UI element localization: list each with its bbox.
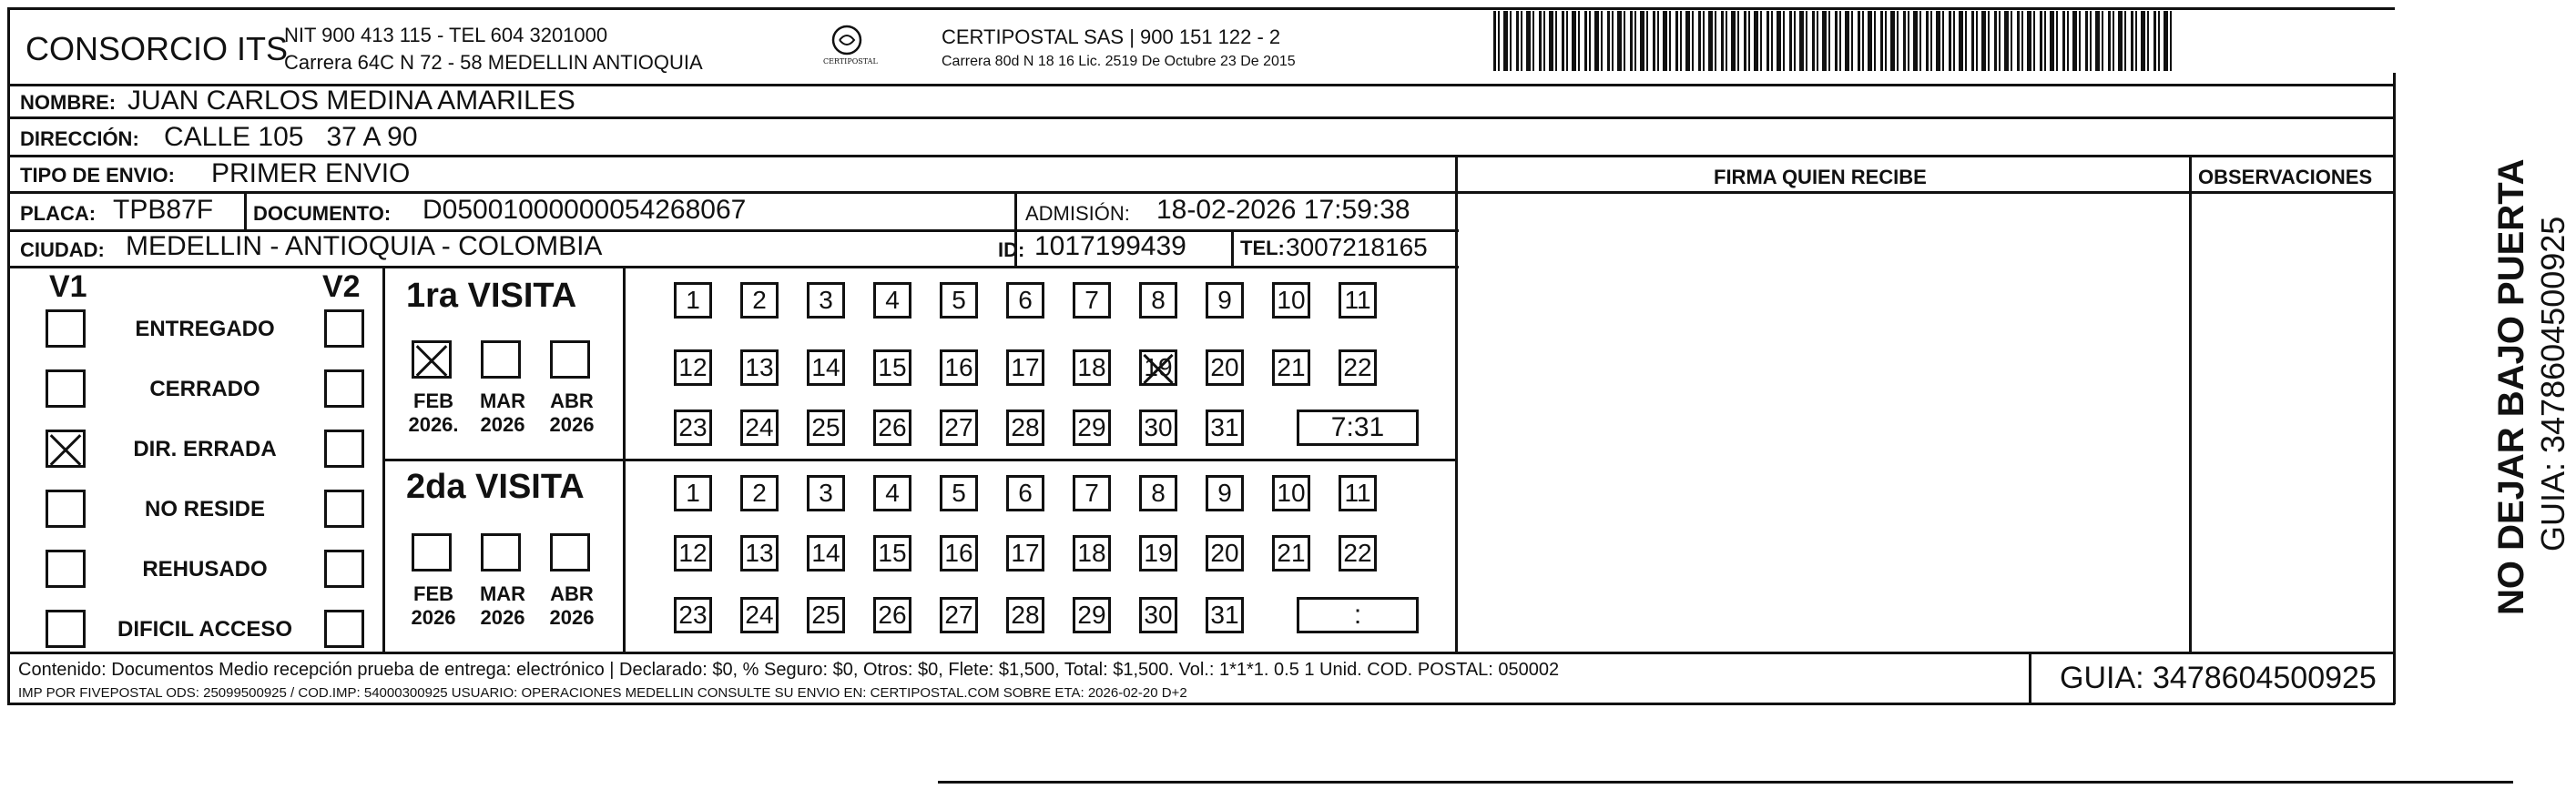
id-value: 1017199439	[1034, 231, 1186, 261]
first-month-label: MAR	[479, 389, 526, 412]
second-day-box[interactable]: 8	[1139, 475, 1177, 511]
v1-checkbox[interactable]	[46, 369, 86, 408]
v2-checkbox[interactable]	[324, 550, 364, 588]
second-day-box[interactable]: 4	[873, 475, 911, 511]
second-month-label: ABR	[550, 582, 594, 605]
first-year-label: 2026	[549, 413, 595, 436]
first-day-box[interactable]: 4	[873, 282, 911, 319]
second-day-box[interactable]: 15	[873, 535, 911, 571]
second-month-label: FEB	[413, 582, 453, 605]
first-day-box[interactable]: 11	[1339, 282, 1377, 319]
second-year-label: 2026	[411, 606, 456, 629]
first-day-box[interactable]: 27	[940, 410, 978, 446]
v1-checkbox[interactable]	[46, 430, 86, 468]
first-day-box[interactable]: 12	[674, 349, 712, 386]
first-month-label: FEB	[413, 389, 453, 412]
rule-nombre	[7, 116, 2395, 119]
cut-line	[938, 781, 2513, 784]
v2-checkbox[interactable]	[324, 369, 364, 408]
second-day-box[interactable]: 25	[807, 597, 845, 633]
visit-separator	[382, 459, 1457, 461]
logo-text: CERTIPOSTAL	[823, 57, 878, 66]
first-day-box[interactable]: 30	[1139, 410, 1177, 446]
status-label: ENTREGADO	[135, 317, 275, 341]
first-day-box[interactable]: 31	[1206, 410, 1244, 446]
second-day-box[interactable]: 29	[1073, 597, 1111, 633]
rule-tipo	[7, 191, 2395, 194]
rule-footer	[7, 652, 2395, 654]
second-day-box[interactable]: 9	[1206, 475, 1244, 511]
second-month-label: MAR	[479, 582, 526, 605]
first-year-label: 2026	[480, 413, 525, 436]
placa-value: TPB87F	[113, 195, 214, 225]
second-day-box[interactable]: 7	[1073, 475, 1111, 511]
v1-label: V1	[49, 269, 87, 304]
second-day-box[interactable]: 16	[940, 535, 978, 571]
second-day-box[interactable]: 5	[940, 475, 978, 511]
first-day-box[interactable]: 3	[807, 282, 845, 319]
admision-value: 18-02-2026 17:59:38	[1156, 195, 1410, 225]
second-day-box[interactable]: 11	[1339, 475, 1377, 511]
imp-line: IMP POR FIVEPOSTAL ODS: 25099500925 / COD.IMP: 54000300925 USUARIO: OPERACIONES MEDELLIN CONSULTE SU ENVIO EN: CERTIPOSTAL.COM SOBRE ETA: 2026-02-20 D+2	[18, 685, 1187, 701]
second-day-box[interactable]: 21	[1272, 535, 1310, 571]
v2-checkbox[interactable]	[324, 430, 364, 468]
second-day-box[interactable]: 23	[674, 597, 712, 633]
direccion-value: CALLE 105 37 A 90	[164, 122, 418, 152]
placa-label: PLACA:	[20, 202, 97, 225]
second-day-box[interactable]: 13	[740, 535, 779, 571]
second-day-box[interactable]: 10	[1272, 475, 1310, 511]
col-firma-left	[1455, 155, 1458, 653]
footer-guia: GUIA: 3478604500925	[2060, 661, 2377, 695]
v2-checkbox[interactable]	[324, 309, 364, 348]
v1-checkbox[interactable]	[46, 309, 86, 348]
v1-checkbox[interactable]	[46, 610, 86, 648]
first-day-box[interactable]: 24	[740, 410, 779, 446]
v1-checkbox[interactable]	[46, 550, 86, 588]
first-day-box[interactable]: 23	[674, 410, 712, 446]
first-day-box[interactable]: 22	[1339, 349, 1377, 386]
second-day-box[interactable]: 19	[1139, 535, 1177, 571]
second-day-box[interactable]: 27	[940, 597, 978, 633]
certipostal-logo	[820, 22, 878, 73]
second-day-box[interactable]: 30	[1139, 597, 1177, 633]
first-day-box[interactable]: 10	[1272, 282, 1310, 319]
contenido-line: Contenido: Documentos Medio recepción prueba de entrega: electrónico | Declarado: $0, % Seguro: $0, Otros: $0, Flete: $1,500, Total: $1,500. Vol.: 1*1*1. 0.5 1 Unid. COD. POSTAL: 050002	[18, 660, 1560, 680]
tipo-value: PRIMER ENVIO	[211, 158, 411, 188]
second-day-box[interactable]: 14	[807, 535, 845, 571]
second-month-checkbox[interactable]	[481, 533, 521, 571]
observaciones-header: OBSERVACIONES	[2198, 166, 2373, 188]
first-day-box[interactable]: 17	[1006, 349, 1044, 386]
v2-checkbox[interactable]	[324, 610, 364, 648]
side-guia: GUIA: 3478604500925	[2534, 216, 2571, 551]
first-visit-title: 1ra VISITA	[406, 277, 577, 315]
first-day-box[interactable]: 16	[940, 349, 978, 386]
first-day-box[interactable]: 5	[940, 282, 978, 319]
second-day-box[interactable]: 28	[1006, 597, 1044, 633]
second-day-box[interactable]: 1	[674, 475, 712, 511]
col-obs-left	[2189, 155, 2192, 653]
status-label: DIR. ERRADA	[133, 437, 277, 461]
status-label: CERRADO	[149, 377, 260, 401]
barcode	[1493, 11, 2176, 71]
first-time-box[interactable]: 7:31	[1297, 410, 1419, 446]
v1-checkbox[interactable]	[46, 490, 86, 528]
nombre-value: JUAN CARLOS MEDINA AMARILES	[127, 86, 575, 116]
direccion-label: DIRECCIÓN:	[20, 127, 139, 150]
company-address: Carrera 64C N 72 - 58 MEDELLIN ANTIOQUIA	[284, 51, 703, 74]
company-nit: NIT 900 413 115 - TEL 604 3201000	[284, 24, 608, 46]
rule-direccion	[7, 155, 2395, 157]
first-month-checkbox[interactable]	[412, 340, 452, 379]
first-month-label: ABR	[550, 389, 594, 412]
tel-label: TEL:	[1240, 237, 1285, 259]
side-warning: NO DEJAR BAJO PUERTA	[2491, 158, 2531, 615]
first-month-checkbox[interactable]	[481, 340, 521, 379]
frame-left	[7, 7, 10, 704]
first-day-box[interactable]: 29	[1073, 410, 1111, 446]
v2-checkbox[interactable]	[324, 490, 364, 528]
status-label: DIFICIL ACCESO	[117, 617, 292, 642]
tipo-label: TIPO DE ENVIO:	[20, 164, 175, 187]
first-day-box[interactable]: 25	[807, 410, 845, 446]
second-day-box[interactable]: 24	[740, 597, 779, 633]
first-day-box[interactable]: 9	[1206, 282, 1244, 319]
first-day-box[interactable]: 13	[740, 349, 779, 386]
second-day-box[interactable]: 26	[873, 597, 911, 633]
second-day-box[interactable]: 22	[1339, 535, 1377, 571]
second-day-box[interactable]: 31	[1206, 597, 1244, 633]
status-label: REHUSADO	[142, 557, 268, 582]
rule-ciudad	[7, 266, 1459, 268]
nombre-label: NOMBRE:	[20, 91, 117, 114]
ciudad-value: MEDELLIN - ANTIOQUIA - COLOMBIA	[126, 231, 603, 261]
first-day-box[interactable]: 19	[1139, 349, 1177, 386]
second-day-box[interactable]: 2	[740, 475, 779, 511]
first-day-box[interactable]: 28	[1006, 410, 1044, 446]
second-day-box[interactable]: 6	[1006, 475, 1044, 511]
admision-label: ADMISIÓN:	[1025, 202, 1130, 225]
first-day-box[interactable]: 18	[1073, 349, 1111, 386]
second-month-checkbox[interactable]	[550, 533, 590, 571]
company-name: CONSORCIO ITS	[25, 30, 289, 67]
tel-value: 3007218165	[1286, 233, 1428, 261]
first-day-box[interactable]: 2	[740, 282, 779, 319]
second-time-box[interactable]: :	[1297, 597, 1419, 633]
first-month-checkbox[interactable]	[550, 340, 590, 379]
frame-right	[2393, 73, 2396, 704]
status-label: NO RESIDE	[144, 497, 266, 521]
id-label: ID:	[998, 238, 1025, 261]
col-footer-guia	[2029, 652, 2031, 704]
second-month-checkbox[interactable]	[412, 533, 452, 571]
first-day-box[interactable]: 26	[873, 410, 911, 446]
first-day-box[interactable]: 14	[807, 349, 845, 386]
placa-divider	[244, 193, 247, 229]
documento-label: DOCUMENTO:	[253, 202, 392, 225]
second-year-label: 2026	[549, 606, 595, 629]
first-day-box[interactable]: 21	[1272, 349, 1310, 386]
certipostal-license: Carrera 80d N 18 16 Lic. 2519 De Octubre 23 De 2015	[942, 54, 1296, 69]
first-day-box[interactable]: 6	[1006, 282, 1044, 319]
documento-value: D05001000000054268067	[423, 195, 747, 225]
first-day-box[interactable]: 20	[1206, 349, 1244, 386]
first-day-box[interactable]: 15	[873, 349, 911, 386]
v2-label: V2	[322, 269, 361, 304]
certipostal-nit: CERTIPOSTAL SAS | 900 151 122 - 2	[942, 25, 1281, 48]
frame-bottom	[7, 703, 2395, 705]
first-day-box[interactable]: 8	[1139, 282, 1177, 319]
tel-divider	[1231, 231, 1234, 266]
first-day-box[interactable]: 1	[674, 282, 712, 319]
frame-top	[7, 7, 2395, 10]
second-day-box[interactable]: 12	[674, 535, 712, 571]
second-year-label: 2026	[480, 606, 525, 629]
second-day-box[interactable]: 17	[1006, 535, 1044, 571]
first-day-box[interactable]: 7	[1073, 282, 1111, 319]
second-day-box[interactable]: 3	[807, 475, 845, 511]
ciudad-label: CIUDAD:	[20, 238, 105, 261]
first-year-label: 2026.	[408, 413, 459, 436]
second-visit-title: 2da VISITA	[406, 468, 585, 506]
second-day-box[interactable]: 18	[1073, 535, 1111, 571]
second-day-box[interactable]: 20	[1206, 535, 1244, 571]
firma-header: FIRMA QUIEN RECIBE	[1714, 166, 1927, 188]
